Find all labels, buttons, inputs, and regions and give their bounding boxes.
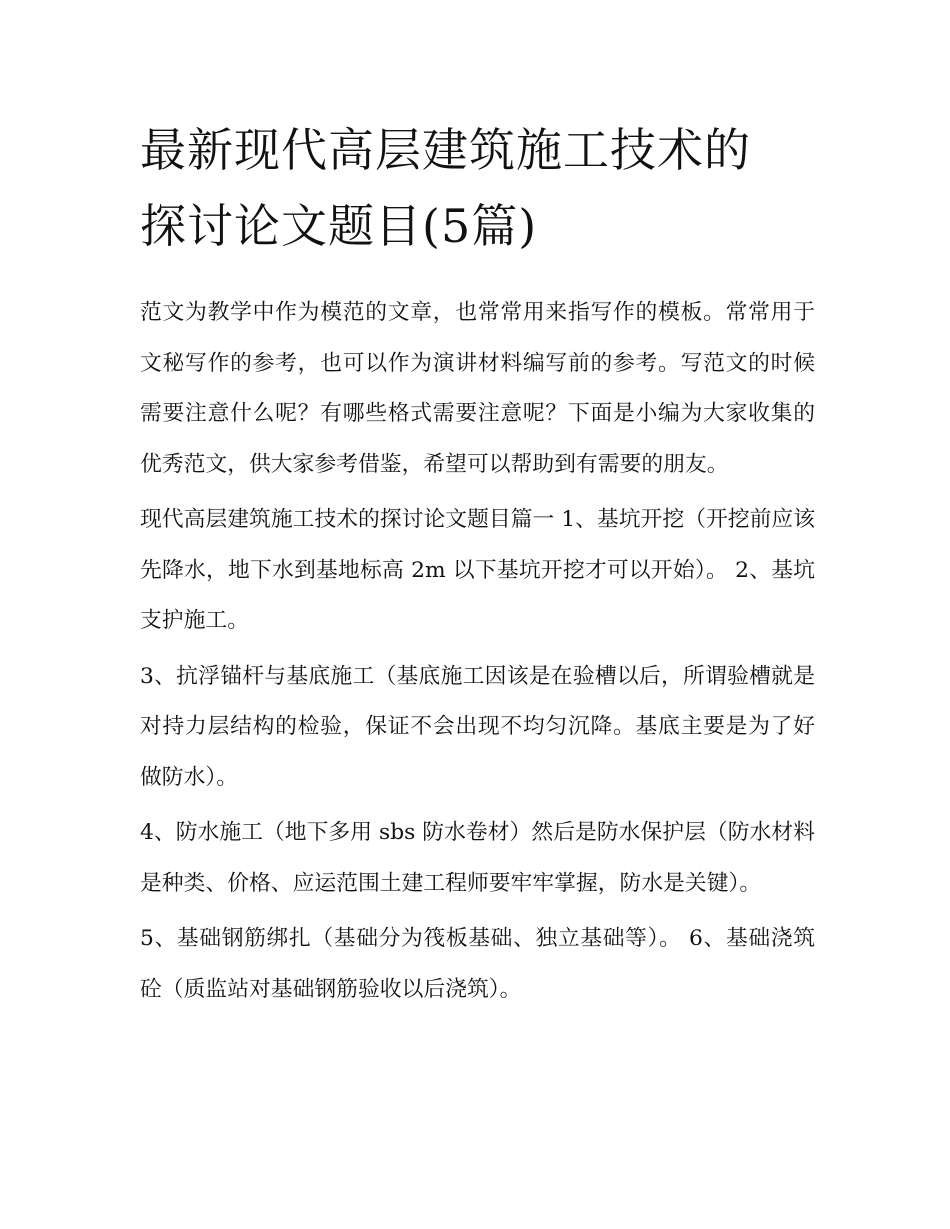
paragraph-waterproofing: 4、防水施工（地下多用 sbs 防水卷材）然后是防水保护层（防水材料是种类、价格、应运范围土建工程师要牢牢掌握，防水是关键）。 [140, 820, 815, 896]
title-line-1: 最新现代高层建筑施工技术的 [140, 123, 751, 177]
document-body [140, 112, 815, 1020]
paragraph-anchor: 3、抗浮锚杆与基底施工（基底施工因该是在验槽以后，所谓验槽就是对持力层结构的检验，保证不会出现不均匀沉降。基底主要是为了好做防水）。 [140, 663, 815, 790]
document-title [140, 112, 815, 264]
document-paragraphs [140, 288, 815, 1015]
intro-paragraph: 范文为教学中作为模范的文章，也常常用来指写作的模板。常常用于文秘写作的参考，也可以作为演讲材料编写前的参考。写范文的时候需要注意什么呢？有哪些格式需要注意呢？下面是小编为大家收集的优秀范文，供大家参考借鉴，希望可以帮助到有需要的朋友。 [140, 300, 815, 477]
title-line-2: 探讨论文题目(5篇) [140, 199, 538, 253]
paragraph-rebar: 5、基础钢筋绑扎（基础分为筏板基础、独立基础等）。 6、基础浇筑砼（质监站对基础钢筋验收以后浇筑）。 [140, 926, 815, 1002]
paragraph-excavation: 现代高层建筑施工技术的探讨论文题目篇一 1、基坑开挖（开挖前应该先降水，地下水到基地标高 2m 以下基坑开挖才可以开始）。 2、基坑支护施工。 [140, 507, 815, 633]
